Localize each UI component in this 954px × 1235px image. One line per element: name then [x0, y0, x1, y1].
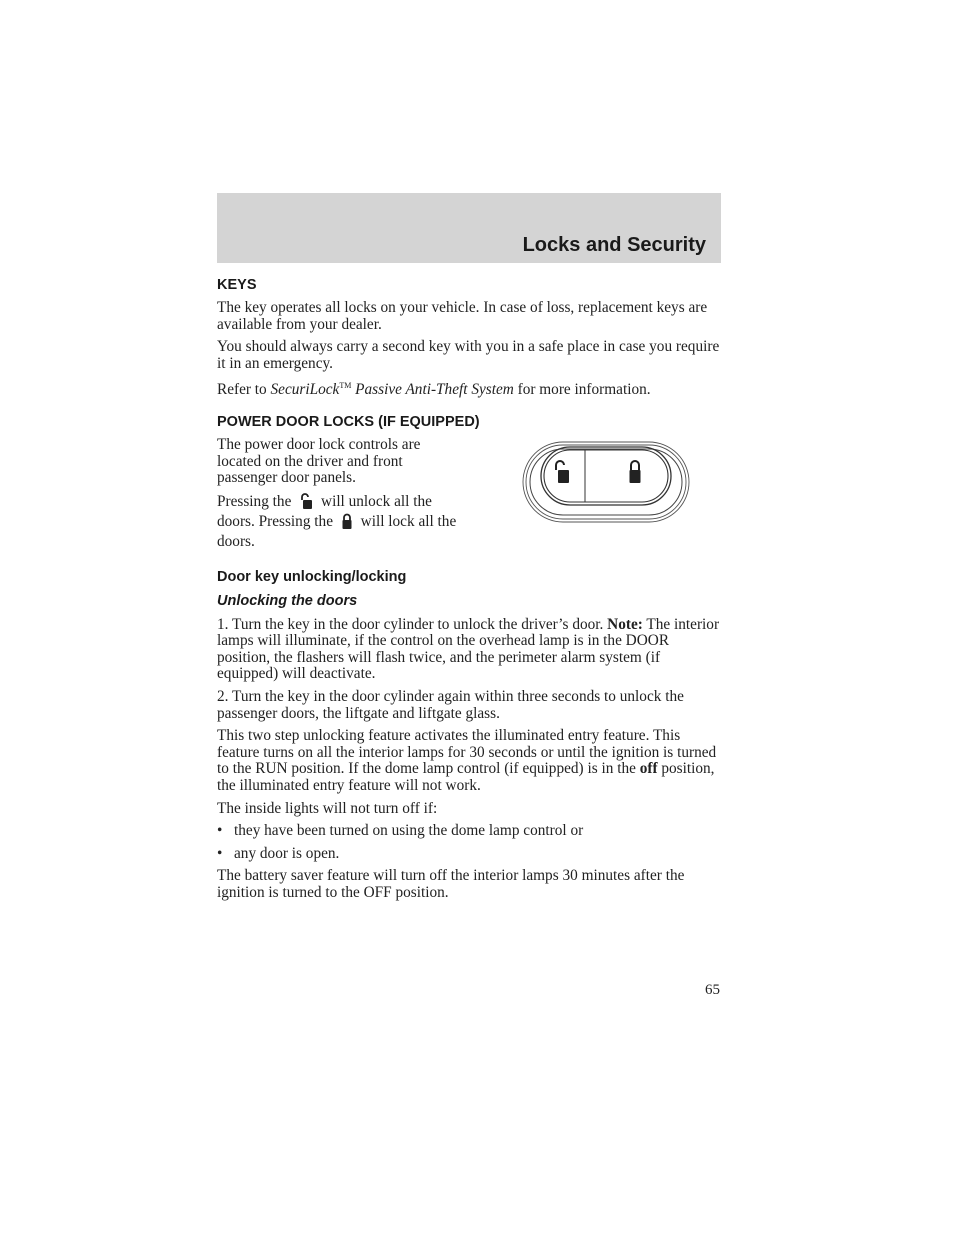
door-key-paragraph-2: 2. Turn the key in the door cylinder again within three seconds to unlock the passenger doors, the liftgate and liftgate glass.: [217, 688, 684, 722]
passive-anti-theft-name: Passive Anti-Theft System: [351, 381, 514, 399]
door-key-paragraph-5: The battery saver feature will turn off the interior lamps 30 minutes after the ignition is turned to the OFF position.: [217, 867, 685, 901]
list-item: [217, 823, 723, 840]
keys-paragraph-1: The key operates all locks on your vehicle. In case of loss, replacement keys are available from your dealer.: [217, 299, 708, 333]
door-key-paragraph-1: [217, 617, 723, 683]
off-keyword: off: [639, 760, 658, 778]
switch-unlock-icon: [556, 461, 569, 483]
lock-icon: [341, 513, 353, 534]
bullet-icon: •: [217, 822, 223, 840]
trademark-mark: TM: [339, 381, 352, 391]
keys-paragraph-3: [217, 378, 723, 399]
door-key-p1-b: The interior lamps will illuminate, if the control on the overhead lamp is in the DOOR position, the flashers will flash twice, and the perimeter alarm system (if equipped) will deactivate.: [217, 615, 720, 683]
power-door-locks-text: [217, 437, 462, 557]
chapter-header-band: [217, 193, 721, 263]
unlocking-doors-subheading: Unlocking the doors: [217, 592, 358, 609]
bullet-text: they have been turned on using the dome lamp control or: [234, 822, 584, 840]
bullet-icon: •: [217, 844, 223, 862]
door-key-paragraph-4: The inside lights will not turn off if:: [217, 799, 438, 817]
door-lock-switch-illustration: [521, 440, 691, 557]
list-item: [217, 846, 723, 863]
door-key-paragraph-3: [217, 728, 723, 794]
power-locks-p2-b: will unlock all the doors. Pressing the: [217, 492, 432, 531]
bullet-text: any door is open.: [234, 844, 340, 862]
power-door-locks-heading: POWER DOOR LOCKS (IF EQUIPPED): [217, 414, 480, 431]
keys-p3-before: Refer to: [217, 381, 271, 399]
page-content: [217, 277, 723, 908]
keys-p3-after: for more information.: [513, 381, 651, 399]
door-key-p3-b: position, the illuminated entry feature will not work.: [217, 760, 715, 794]
chapter-title: Locks and Security: [522, 234, 706, 256]
door-key-p3-a: This two step unlocking feature activates the illuminated entry feature. This feature turns on all the interior lamps for 30 seconds or until the ignition is turned to the RUN position. If the dome lamp control (if equipped) is in the: [217, 727, 717, 778]
door-key-p1-a: 1. Turn the key in the door cylinder to unlock the driver’s door.: [217, 615, 608, 633]
unlock-icon: [299, 493, 313, 514]
keys-heading: KEYS: [217, 277, 257, 293]
power-locks-paragraph-1: The power door lock controls are located on the driver and front passenger door panels.: [217, 436, 421, 487]
keys-paragraph-2: You should always carry a second key with you in a safe place in case you require it in an emergency.: [217, 338, 720, 372]
switch-lock-icon: [630, 461, 641, 483]
securilock-name: SecuriLock: [270, 381, 340, 399]
page-number: 65: [705, 982, 720, 998]
power-locks-p2-a: Pressing the: [217, 492, 292, 510]
power-door-locks-block: [217, 437, 723, 557]
power-locks-p2-c: will lock all the doors.: [217, 513, 457, 551]
door-key-heading: Door key unlocking/locking: [217, 568, 407, 585]
note-label: Note:: [607, 615, 643, 633]
power-locks-paragraph-2: [217, 493, 462, 551]
